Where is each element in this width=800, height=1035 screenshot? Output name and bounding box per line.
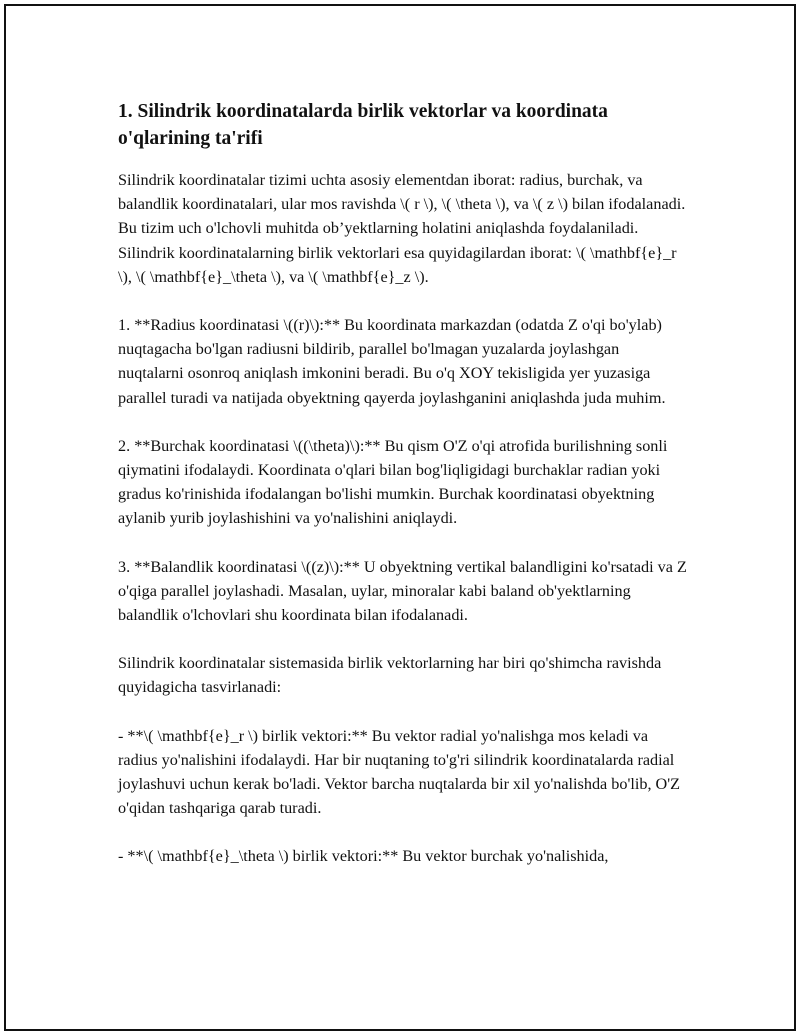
document-body bbox=[118, 98, 688, 893]
height-coordinate-paragraph: 3. **Balandlik koordinatasi \((z)\):** U obyektning vertikal balandligini ko'rsatadi va Z o'qiga parallel joylashadi. Masalan, uylar, minoralar kabi baland ob'yektlarning balandlik o'lchovlari shu koordinata bilan ifodalanadi. bbox=[118, 557, 687, 625]
document-title: 1. Silindrik koordinatalarda birlik vektorlar va koordinata o'qlarining ta'rifi bbox=[118, 101, 608, 149]
intro-paragraph: Silindrik koordinatalar tizimi uchta asosiy elementdan iborat: radius, burchak, va balandlik koordinatalari, ular mos ravishda \( r \), \( \theta \), va \( z \) bilan ifodalanadi. Bu tizim uch o'lchovli muhitda ob’yektlarning holatini aniqlashda foydalaniladi. Silindrik koordinatalarning birlik vektorlari esa quyidagilardan iborat: \( \mathbf{e}_r \), \( \mathbf{e}_\theta \), va \( \mathbf{e}_z \). bbox=[118, 171, 686, 286]
radius-coordinate-paragraph: 1. **Radius koordinatasi \((r)\):** Bu koordinata markazdan (odatda Z o'qi bo'ylab) nuqtagacha bo'lgan radiusni bildirib, parallel bo'lmagan yuzalarda joylashgan nuqtalarni osonroq aniqlash imkonini beradi. Bu o'q XOY tekisligida yer yuzasiga parallel turadi va natijada obyektning qayerda joylashganini aniqlashda juda muhim. bbox=[118, 316, 666, 407]
angle-coordinate-paragraph: 2. **Burchak koordinatasi \((\theta)\):** Bu qism O'Z o'qi atrofida burilishning sonli qiymatini ifodalaydi. Koordinata o'qlari bilan bog'liqligidagi burchaklar radian yoki gradus ko'rinishida ifodalangan bo'lishi mumkin. Burchak koordinatasi obyektning aylanib yurib joylashishini va yo'nalishini aniqlaydi. bbox=[118, 436, 668, 528]
document-page bbox=[4, 4, 796, 1031]
unit-vector-er-paragraph: - **\( \mathbf{e}_r \) birlik vektori:** Bu vektor radial yo'nalishga mos keladi va radius yo'nalishini ifodalaydi. Har bir nuqtaning to'g'ri silindrik koordinatalarda radial joylashuvi uchun kerak bo'ladi. Vektor barcha nuqtalarda bir xil yo'nalishda bo'lib, O'Z o'qidan tashqariga qarab turadi. bbox=[118, 726, 681, 818]
unit-vectors-intro-paragraph: Silindrik koordinatalar sistemasida birlik vektorlarning har biri qo'shimcha ravishda quyidagicha tasvirlanadi: bbox=[118, 654, 662, 697]
unit-vector-etheta-paragraph: - **\( \mathbf{e}_\theta \) birlik vektori:** Bu vektor burchak yo'nalishida, bbox=[118, 847, 609, 866]
